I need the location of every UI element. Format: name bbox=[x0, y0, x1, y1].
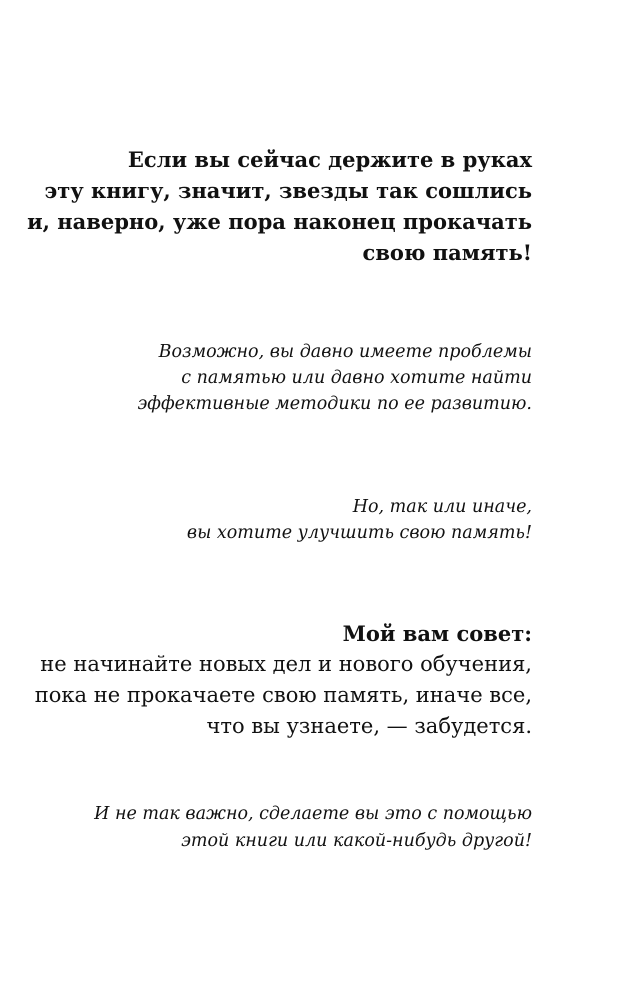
intro-line: Если вы сейчас держите в руках bbox=[127, 147, 532, 172]
closing-line: этой книги или какой-нибудь другой! bbox=[181, 831, 532, 851]
closing-paragraph bbox=[12, 801, 532, 855]
possibly-line: с памятью или давно хотите найти bbox=[181, 368, 532, 388]
advice-line: пока не прокачаете свою память, иначе все, bbox=[34, 683, 532, 707]
intro-line: и, наверно, уже пора наконец прокачать bbox=[27, 209, 532, 234]
anyway-paragraph bbox=[12, 494, 532, 546]
advice-heading: Мой вам совет: bbox=[342, 621, 532, 646]
intro-line: свою память! bbox=[362, 240, 532, 265]
possibly-line: эффективные методики по ее развитию. bbox=[137, 394, 532, 414]
possibly-paragraph bbox=[12, 339, 532, 417]
anyway-line: вы хотите улучшить свою память! bbox=[186, 523, 532, 543]
closing-line: И не так важно, сделаете вы это с помощью bbox=[94, 804, 532, 824]
advice-line: что вы узнаете, — забудется. bbox=[206, 714, 532, 738]
advice-paragraph bbox=[12, 618, 532, 742]
intro-line: эту книгу, значит, звезды так сошлись bbox=[44, 178, 532, 203]
intro-paragraph bbox=[12, 144, 532, 268]
possibly-line: Возможно, вы давно имеете проблемы bbox=[158, 342, 532, 362]
advice-line: не начинайте новых дел и нового обучения, bbox=[40, 652, 532, 676]
anyway-line: Но, так или иначе, bbox=[352, 497, 532, 517]
